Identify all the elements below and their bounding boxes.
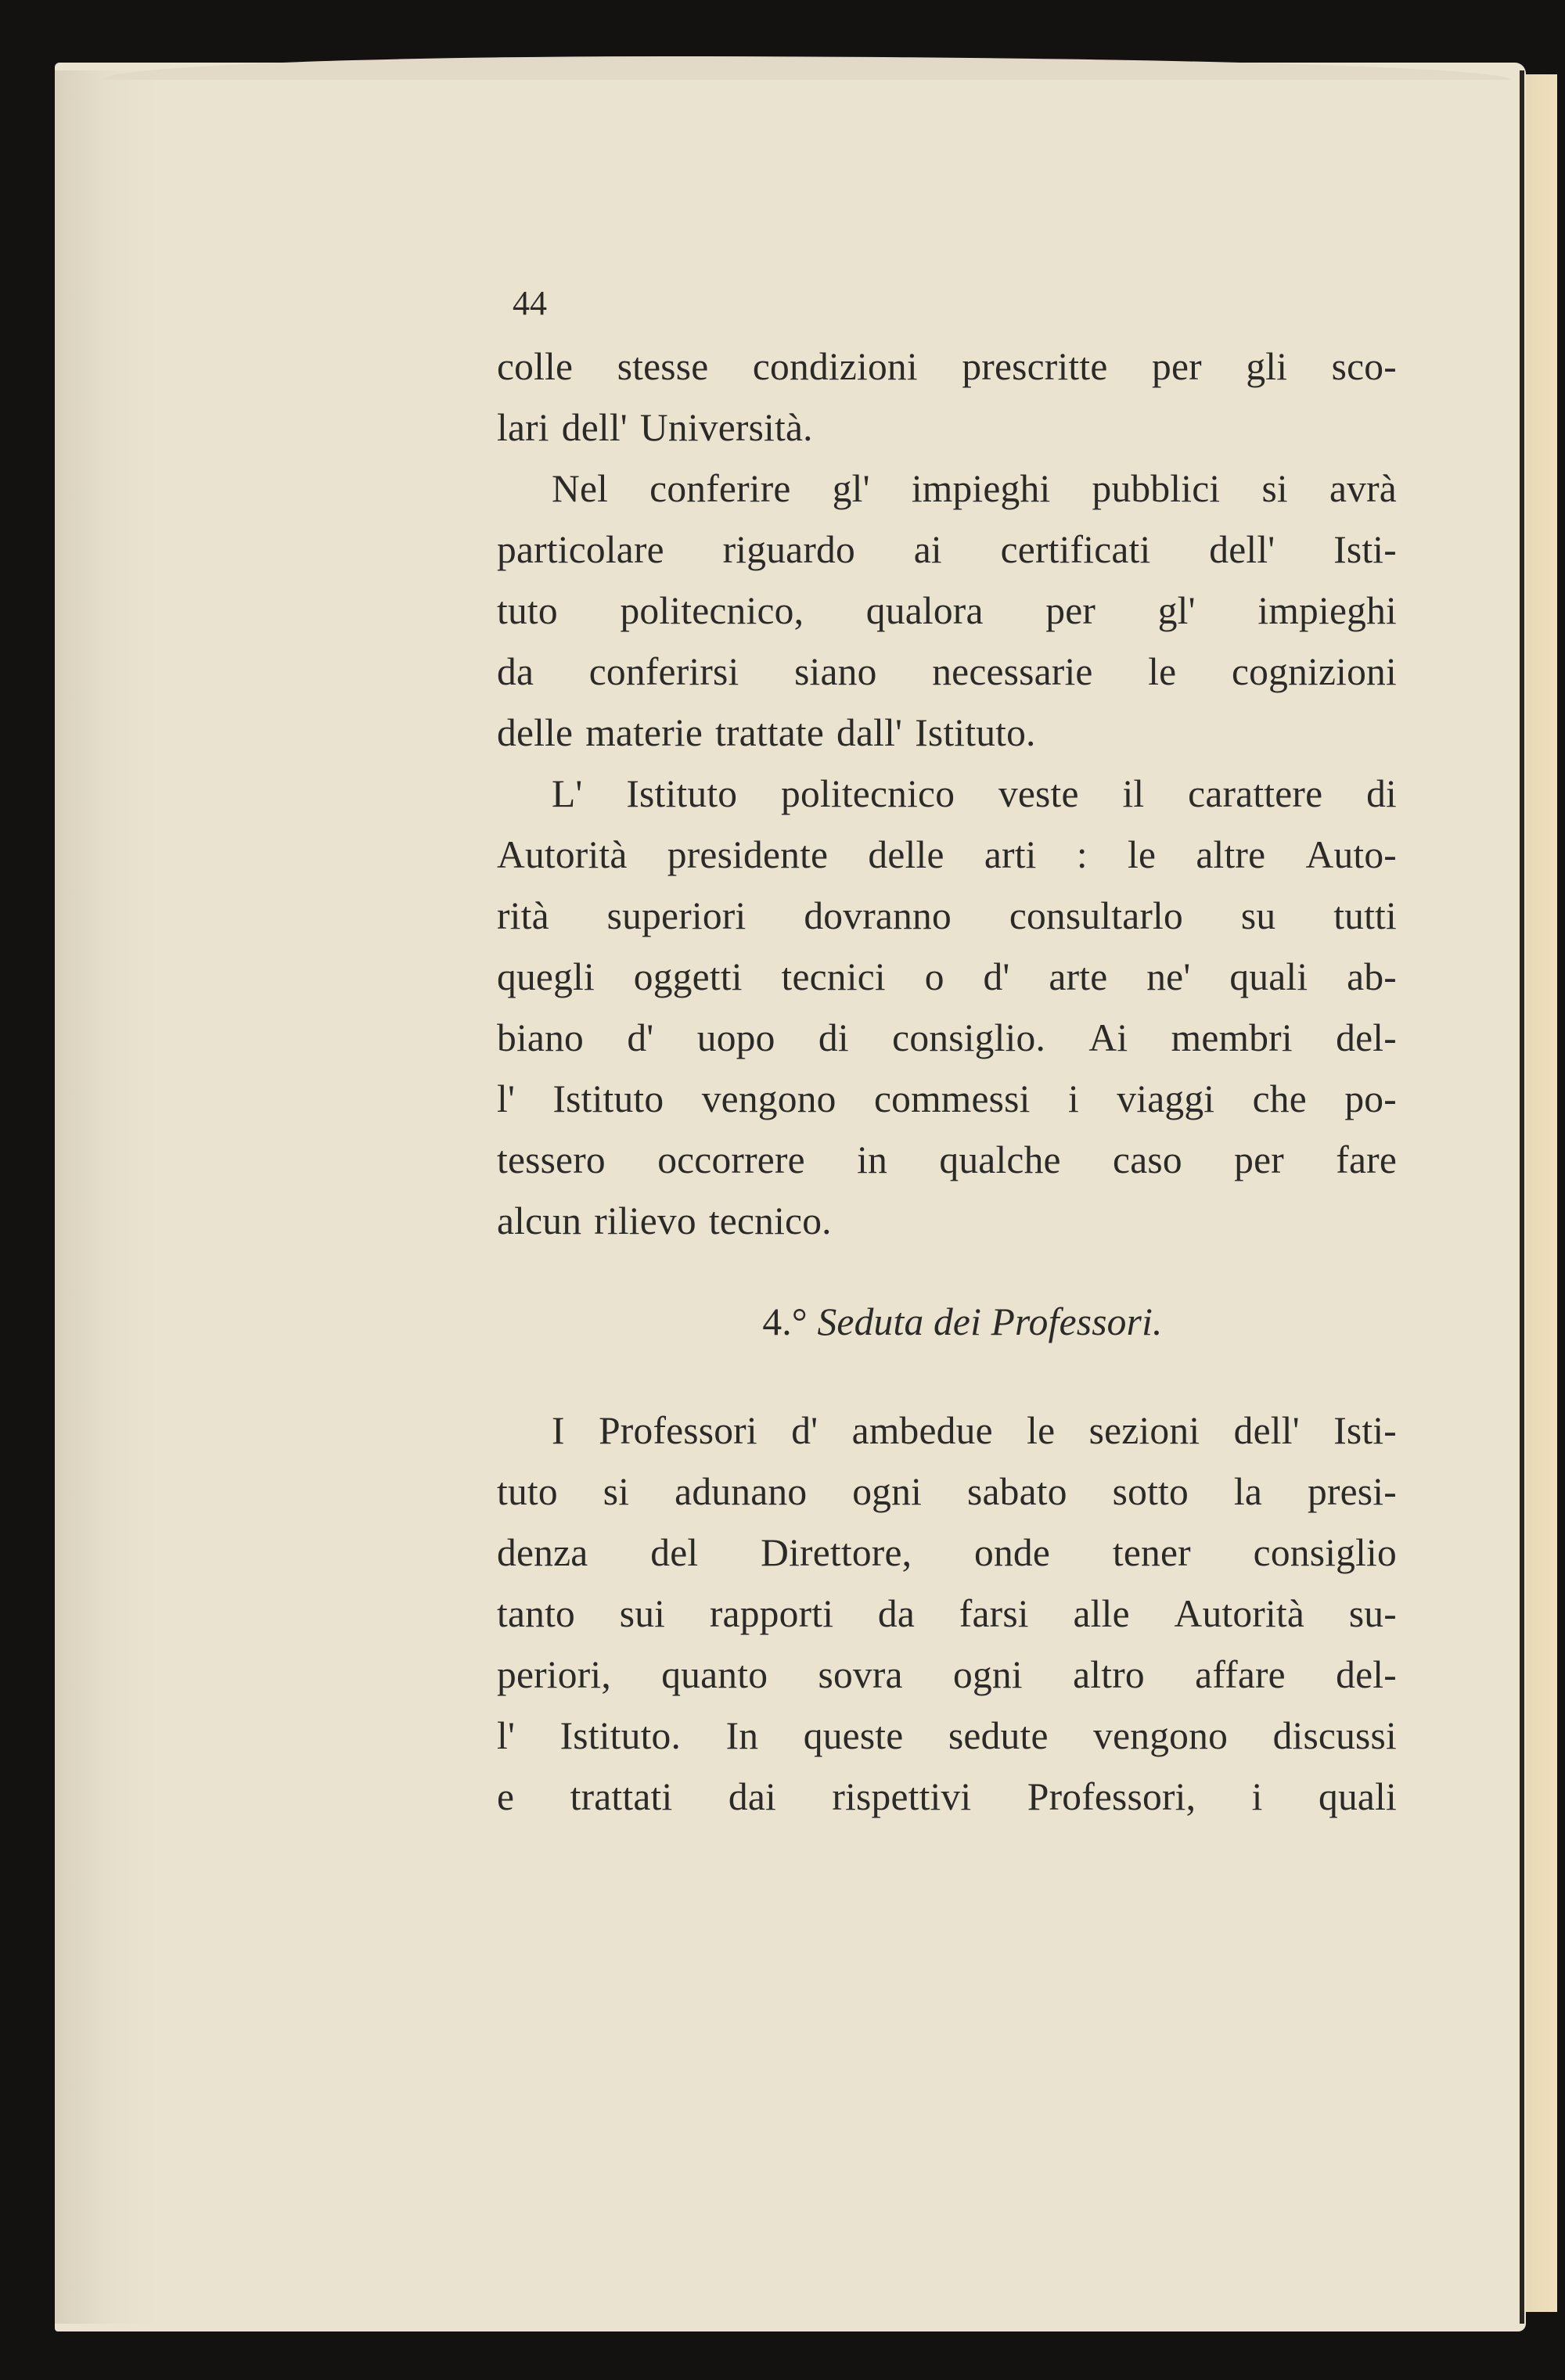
paragraphs-after-heading — [497, 1400, 1397, 1828]
text-line: alcun rilievo tecnico. — [497, 1199, 832, 1242]
text-line: l' Istituto. In queste sedute vengono discussi — [497, 1714, 1397, 1757]
text-line: quegli oggetti tecnici o d' arte ne' quali ab- — [497, 955, 1397, 998]
text-line: tuto politecnico, qualora per gl' impieghi — [497, 589, 1397, 632]
text-line: tanto sui rapporti da farsi alle Autorità su- — [497, 1592, 1397, 1635]
paragraphs-before-heading — [497, 336, 1397, 1252]
text-line: tuto si adunano ogni sabato sotto la presi- — [497, 1470, 1397, 1513]
text-line: Autorità presidente delle arti : le altre Auto- — [497, 833, 1397, 876]
text-line: L' Istituto politecnico veste il carattere di — [552, 772, 1397, 815]
page-left-edge-shading — [55, 70, 156, 2324]
section-number: 4.° — [762, 1300, 808, 1343]
text-line: da conferirsi siano necessarie le cognizioni — [497, 650, 1397, 693]
section-heading — [497, 1299, 1397, 1346]
body-text — [497, 336, 1397, 1828]
text-line: colle stesse condizioni prescritte per gli sco- — [497, 345, 1397, 388]
text-line: I Professori d' ambedue le sezioni dell' Isti- — [552, 1409, 1397, 1452]
section-title: Seduta dei Professori. — [817, 1300, 1163, 1343]
text-line: Nel conferire gl' impieghi pubblici si avrà — [552, 467, 1397, 510]
next-page-edge — [1526, 74, 1557, 2312]
text-line: e trattati dai rispettivi Professori, i quali — [497, 1775, 1397, 1818]
paragraph — [497, 458, 1397, 764]
text-line: rità superiori dovranno consultarlo su tutti — [497, 894, 1397, 937]
text-line: periori, quanto sovra ogni altro affare del- — [497, 1653, 1397, 1696]
text-line: biano d' uopo di consiglio. Ai membri del- — [497, 1016, 1397, 1059]
paragraph — [497, 336, 1397, 458]
text-line: tessero occorrere in qualche caso per fare — [497, 1138, 1397, 1181]
page-number: 44 — [513, 284, 547, 322]
text-line: delle materie trattate dall' Istituto. — [497, 711, 1036, 754]
text-line: lari dell' Università. — [497, 406, 813, 449]
paragraph — [497, 1400, 1397, 1828]
binding-gutter — [1520, 70, 1524, 2324]
page-top-edge — [102, 56, 1510, 80]
text-line: particolare riguardo ai certificati dell' Isti- — [497, 528, 1397, 571]
text-line: l' Istituto vengono commessi i viaggi che po- — [497, 1077, 1397, 1120]
text-line: denza del Direttore, onde tener consiglio — [497, 1531, 1397, 1574]
paragraph — [497, 764, 1397, 1252]
